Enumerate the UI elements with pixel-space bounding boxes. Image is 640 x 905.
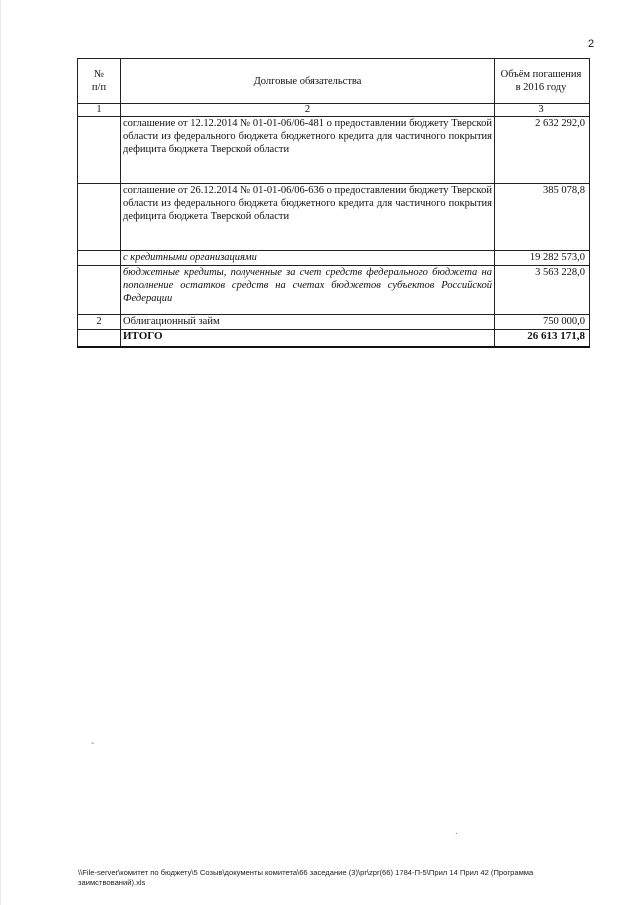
row-number-cell xyxy=(78,117,121,184)
header-repayment-line1: Объём погашения xyxy=(500,69,582,80)
column-number-3: 3 xyxy=(495,104,590,117)
row-description-cell: Облигационный займ xyxy=(121,315,495,330)
row-number-cell xyxy=(78,184,121,251)
page-number: 2 xyxy=(588,38,595,50)
row-description-cell: соглашение от 12.12.2014 № 01-01-06/06-481 о предоставлении бюджету Тверской области из федерального бюджета бюджетного кредита для частичного покрытия дефицита бюджета Тверской области xyxy=(121,117,495,184)
stray-dot-mark: . xyxy=(455,826,458,837)
table-header-row xyxy=(78,59,590,104)
debt-obligations-table xyxy=(77,58,590,348)
table-row xyxy=(78,266,590,315)
table-row xyxy=(78,117,590,184)
table-row xyxy=(78,251,590,266)
footer-file-path: \\File-server\комитет по бюджету\5 Созыв\документы комитета\66 заседание (3)\pr\zpr(66) 1784-П-5\Прил 14 Прил 42 (Программа заимствований).xls xyxy=(78,868,534,887)
table-row xyxy=(78,184,590,251)
table-row xyxy=(78,315,590,330)
header-obligations-cell: Долговые обязательства xyxy=(121,59,495,104)
stray-dash-mark: - xyxy=(91,738,95,749)
row-description-cell: соглашение от 26.12.2014 № 01-01-06/06-636 о предоставлении бюджету Тверской области из федерального бюджета бюджетного кредита для частичного покрытия дефицита бюджета Тверской области xyxy=(121,184,495,251)
header-number-cell xyxy=(78,59,121,104)
header-repayment-line2: в 2016 году xyxy=(515,82,567,93)
header-repayment-cell xyxy=(495,59,590,104)
total-amount-cell: 26 613 171,8 xyxy=(495,330,590,348)
header-number-abbrev: п/п xyxy=(91,82,107,93)
row-description-cell: бюджетные кредиты, полученные за счет средств федерального бюджета на пополнение остатков средств на счетах бюджетов субъектов Российской Федерации xyxy=(121,266,495,315)
total-row xyxy=(78,330,590,348)
row-amount-cell: 19 282 573,0 xyxy=(495,251,590,266)
row-number-cell xyxy=(78,266,121,315)
row-description-cell: с кредитными организациями xyxy=(121,251,495,266)
total-label-cell: ИТОГО xyxy=(121,330,495,348)
row-amount-cell: 3 563 228,0 xyxy=(495,266,590,315)
row-amount-cell: 385 078,8 xyxy=(495,184,590,251)
scan-edge xyxy=(0,0,1,905)
column-numbers-row xyxy=(78,104,590,117)
row-amount-cell: 750 000,0 xyxy=(495,315,590,330)
column-number-1: 1 xyxy=(78,104,121,117)
row-amount-cell: 2 632 292,0 xyxy=(495,117,590,184)
row-number-cell xyxy=(78,251,121,266)
column-number-2: 2 xyxy=(121,104,495,117)
row-number-cell: 2 xyxy=(78,315,121,330)
total-number-cell xyxy=(78,330,121,348)
header-number-symbol: № xyxy=(93,69,105,80)
